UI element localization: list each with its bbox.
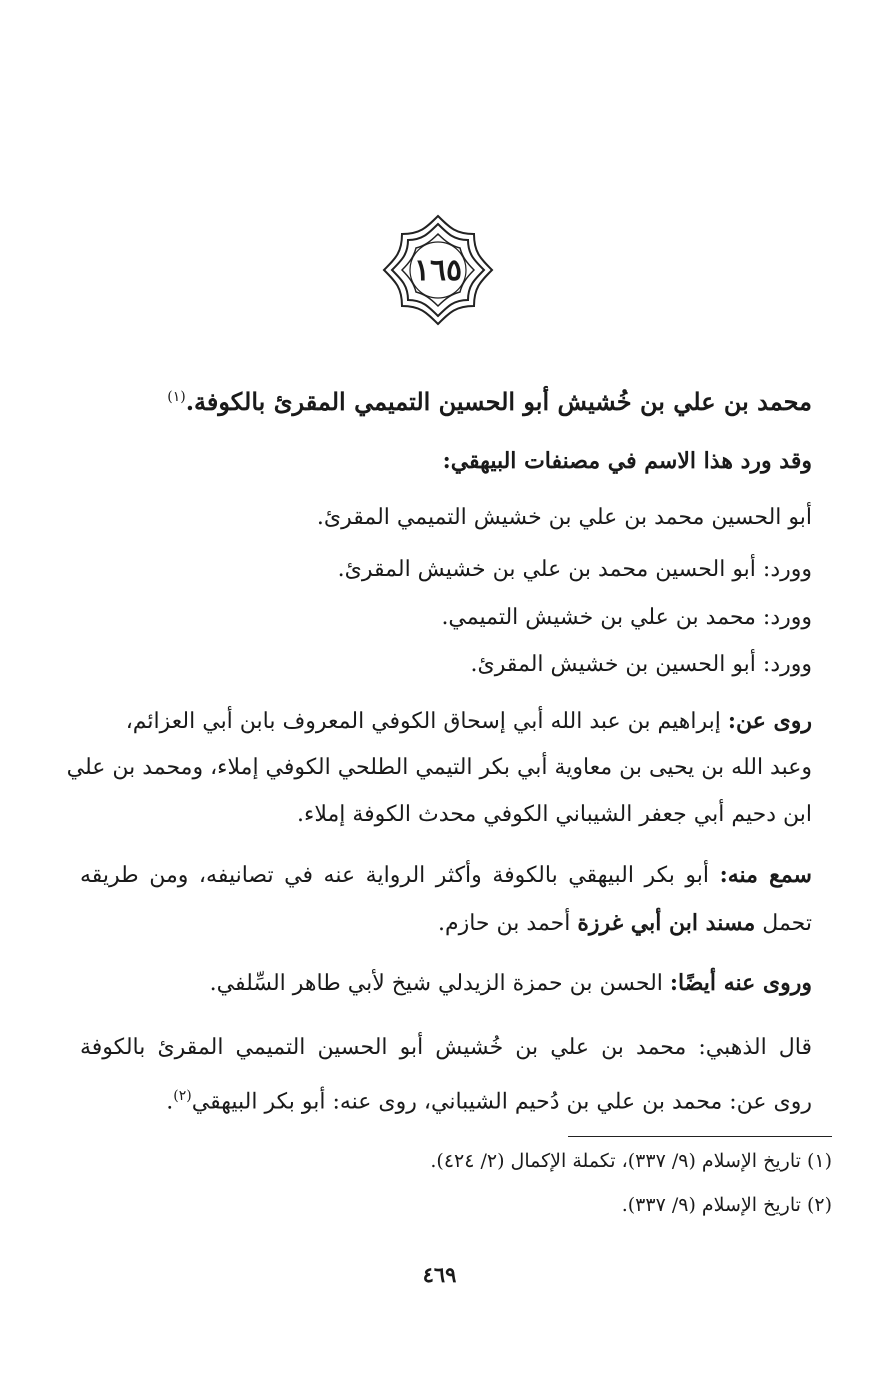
- entry-number: ١٦٥: [413, 252, 463, 288]
- narrated-from-text: إبراهيم بن عبد الله أبي إسحاق الكوفي المعروف بابن أبي العزائم،: [125, 709, 721, 734]
- heard-text-a: تحمل: [762, 911, 812, 936]
- also-narrated-text: الحسن بن حمزة الزيدلي شيخ لأبي طاهر السِّلفي.: [209, 971, 663, 996]
- footnote-ref-2: (٢): [173, 1088, 192, 1104]
- name-variant: وورد: محمد بن علي بن خشيش التميمي.: [441, 605, 812, 630]
- footnote-divider: [568, 1136, 832, 1137]
- name-variant: وورد: أبو الحسين بن خشيش المقرئ.: [470, 652, 812, 677]
- dhahabi-quote-line: قال الذهبي: محمد بن علي بن خُشيش أبو الحسين التميمي المقرئ بالكوفة: [80, 1035, 812, 1060]
- also-narrated-line: [80, 968, 812, 999]
- names-heading: وقد ورد هذا الاسم في مصنفات البيهقي:: [442, 448, 812, 474]
- footnote: (٢) تاريخ الإسلام (٩/ ٣٣٧).: [621, 1194, 832, 1216]
- dhahabi-quote-line: [80, 1081, 812, 1117]
- footnote: (١) تاريخ الإسلام (٩/ ٣٣٧)، تكملة الإكمال (٢/ ٤٢٤).: [430, 1150, 832, 1172]
- narrated-from-line: [80, 706, 812, 737]
- footnote-ref-1: (١): [167, 389, 186, 405]
- musnad-title: مسند ابن أبي غرزة: [577, 910, 756, 936]
- narrated-from-label: روى عن:: [727, 708, 812, 734]
- page-number: ٤٦٩: [422, 1262, 457, 1287]
- heard-from-him-text: أبو بكر البيهقي بالكوفة وأكثر الرواية عنه في تصانيفه، ومن طريقه: [80, 863, 710, 888]
- entry-title: [80, 382, 812, 417]
- name-variant: وورد: أبو الحسين محمد بن علي بن خشيش المقرئ.: [337, 557, 812, 582]
- dhahabi-quote-text: روى عن: محمد بن علي بن دُحيم الشيباني، روى عنه: أبو بكر البيهقي: [191, 1089, 812, 1115]
- name-variant: أبو الحسين محمد بن علي بن خشيش التميمي المقرئ.: [316, 505, 812, 530]
- also-narrated-label: وروى عنه أيضًا:: [669, 970, 812, 996]
- heard-from-him-line: [80, 860, 812, 891]
- entry-number-ornament: [380, 212, 496, 328]
- heard-text-b: أحمد بن حازم.: [437, 911, 571, 936]
- narrated-from-line: ابن دحيم أبي جعفر الشيباني الكوفي محدث الكوفة إملاء.: [297, 802, 812, 827]
- heard-from-him-line: [80, 908, 812, 939]
- heard-from-him-label: سمع منه:: [719, 862, 812, 888]
- full-stop: .: [166, 1089, 174, 1115]
- narrated-from-line: وعبد الله بن يحيى بن معاوية أبي بكر التيمي الطلحي الكوفي إملاء، ومحمد بن علي: [66, 755, 812, 780]
- entry-title-text: محمد بن علي بن خُشيش أبو الحسين التميمي المقرئ بالكوفة.: [185, 387, 812, 416]
